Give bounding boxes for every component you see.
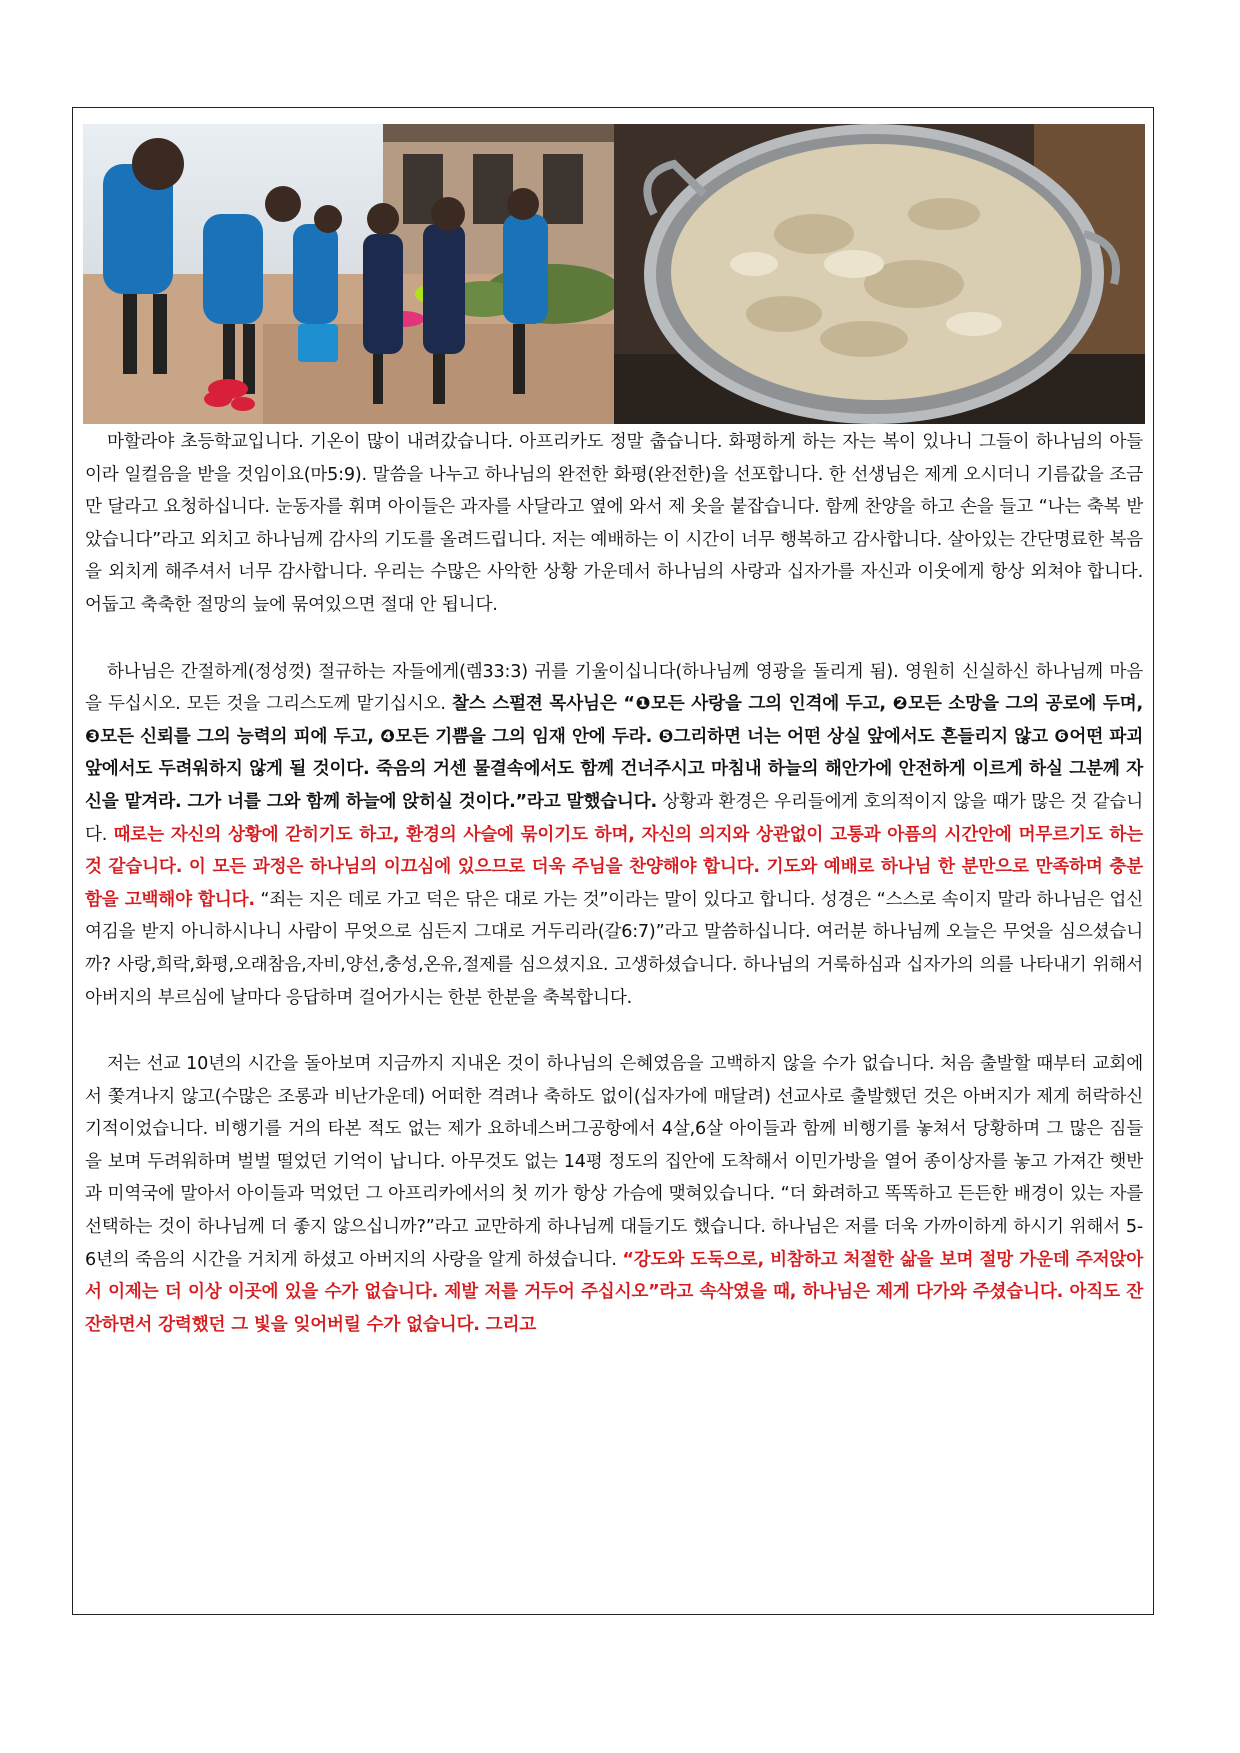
highlight-red-2: “강도와 도둑으로, 비참하고 처절한 삶을 보며 절망 가운데 주저앉아서 이제는 더 이상 이곳에 있을 수가 없습니다. 제발 저를 거두어 주십시오”라고 속삭였을 때, 하나님은 제게 다가와 주셨습니다. 아직도 잔잔하면서 강력했던 그 빛을 잊어버릴 수가 없습니다. 그리고 xyxy=(85,1249,1144,1335)
paragraph-3 xyxy=(85,1048,1143,1341)
photo-row xyxy=(83,124,1145,424)
highlight-red-1: 때로는 자신의 상황에 갇히기도 하고, 환경의 사슬에 묶이기도 하며, 자신의 의지와 상관없이 고통과 아픔의 시간안에 머무르기도 하는 것 같습니다. 이 모든 과정은 하나님의 이끄심에 있으므로 더욱 주님을 찬양해야 합니다. 기도와 예배로 하나님 한 분만으로 만족하며 충분함을 고백해야 합니다. xyxy=(85,824,1143,910)
paragraph-2-text-b: 상황과 환경은 우리들에게 호의적이지 않을 때가 많은 것 같습니다. xyxy=(85,791,1143,845)
paragraph-2-text-a: 하나님은 간절하게(정성껏) 절규하는 자들에게(렘33:3) 귀를 기울이십니다(하나님께 영광을 돌리게 됨). 영원히 신실하신 하나님께 마음을 두십시오. 모든 것을 그리스도께 맡기십시오. xyxy=(85,661,1143,715)
paragraph-2-text-c: “죄는 지은 데로 가고 덕은 닦은 대로 가는 것”이라는 말이 있다고 합니다. 성경은 “스스로 속이지 말라 하나님은 업신여김을 받지 아니하시나니 사람이 무엇으로 심든지 그대로 거두리라(갈6:7)”라고 말씀하십니다. 여러분 하나님께 오늘은 무엇을 심으셨습니까? 사랑,희락,화평,오래참음,자비,양선,충성,온유,절제를 심으셨지요. 고생하셨습니다. 하나님의 거룩하심과 십자가의 의를 나타내기 위해서 아버지의 부르심에 날마다 응답하며 걸어가시는 한분 한분을 축복합니다. xyxy=(85,889,1143,1008)
paragraph-1-text: 마할라야 초등학교입니다. 기온이 많이 내려갔습니다. 아프리카도 정말 춥습니다. 화평하게 하는 자는 복이 있나니 그들이 하나님의 아들이라 일컬음을 받을 것임이요(마5:9). 말씀을 나누고 하나님의 완전한 화평(완전한)을 선포합니다. 한 선생님은 제게 오시더니 기름값을 조금만 달라고 요청하십니다. 눈동자를 휘며 아이들은 과자를 사달라고 옆에 와서 제 옷을 붙잡습니다. 함께 찬양을 하고 손을 들고 “나는 축복 받았습니다”라고 외치고 하나님께 감사의 기도를 올려드립니다. 저는 예배하는 이 시간이 너무 행복하고 감사합니다. 살아있는 간단명료한 복음을 외치게 해주셔서 너무 감사합니다. 우리는 수많은 사악한 상황 가운데서 하나님의 사랑과 십자가를 자신과 이웃에게 항상 외쳐야 합니다. 어둡고 축축한 절망의 늪에 묶여있으면 절대 안 됩니다. xyxy=(85,432,1144,615)
paragraph-1 xyxy=(85,426,1143,622)
paragraph-3-text-a: 저는 선교 10년의 시간을 돌아보며 지금까지 지내온 것이 하나님의 은혜였음을 고백하지 않을 수가 없습니다. 처음 출발할 때부터 교회에서 쫓겨나지 않고(수많은 조롱과 비난가운데) 어떠한 격려나 축하도 없이(십자가에 매달려) 선교사로 출발했던 것은 아버지가 제게 허락하신 기적이었습니다. 비행기를 거의 타본 적도 없는 제가 요하네스버그공항에서 4살,6살 아이들과 함께 비행기를 놓쳐서 당황하며 그 많은 짐들을 보며 두려워하며 벌벌 떨었던 기억이 납니다. 아무것도 없는 14평 정도의 집안에 도착해서 이민가방을 열어 종이상자를 놓고 가져간 햇반과 미역국에 말아서 아이들과 먹었던 그 아프리카에서의 첫 끼가 항상 가슴에 맺혀있습니다. “더 화려하고 똑똑하고 든든한 배경이 있는 자를 선택하는 것이 하나님께 더 좋지 않으십니까?”라고 교만하게 하나님께 대들기도 했습니다. 하나님은 저를 더욱 가까이하게 하시기 위해서 5-6년의 죽음의 시간을 거치게 하셨고 아버지의 사랑을 알게 하셨습니다. xyxy=(85,1054,1143,1270)
students-photo-drawing xyxy=(83,124,614,424)
article-body xyxy=(85,426,1143,1341)
pot-photo-drawing xyxy=(614,124,1145,424)
paragraph-2 xyxy=(85,656,1143,1015)
paragraph-gap xyxy=(85,622,1143,656)
spurgeon-quote: 찰스 스펄젼 목사님은 “❶모든 사랑을 그의 인격에 두고, ❷모든 소망을 그의 공로에 두며, ❸모든 신뢰를 그의 능력의 피에 두고, ❹모든 기쁨을 그의 임재 안에 두라. ❺그리하면 너는 어떤 상실 앞에서도 흔들리지 않고 ❻어떤 파괴 앞에서도 두려워하지 않게 될 것이다. 죽음의 거센 물결속에서도 함께 건너주시고 마침내 하늘의 해안가에 안전하게 이르게 하실 그분께 자신을 맡겨라. 그가 너를 그와 함께 하늘에 앉히실 것이다.”라고 말했습니다. xyxy=(85,694,1143,812)
pot-photo xyxy=(614,124,1145,424)
students-photo xyxy=(83,124,614,424)
page-frame xyxy=(72,107,1154,1615)
paragraph-gap xyxy=(85,1014,1143,1048)
